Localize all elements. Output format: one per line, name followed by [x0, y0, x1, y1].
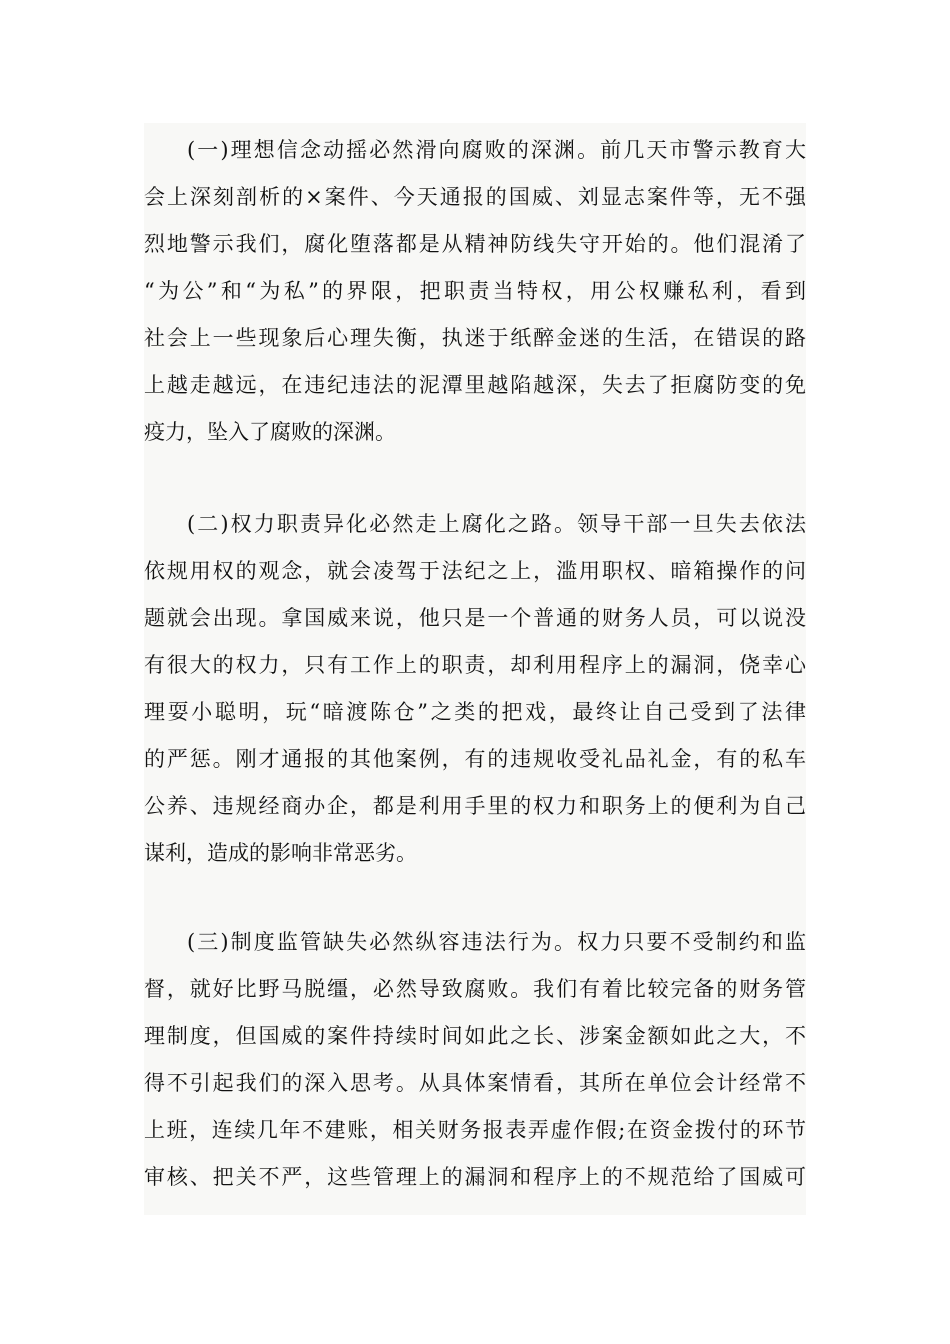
text-line: “为公”和“为私”的界限，把职责当特权，用公权赚私利，看到 [144, 279, 806, 303]
text-line: 依规用权的观念，就会凌驾于法纪之上，滥用职权、暗箱操作的问 [144, 559, 806, 583]
text-line: 得不引起我们的深入思考。从具体案情看，其所在单位会计经常不 [144, 1071, 806, 1095]
text-line: 督，就好比野马脱缰，必然导致腐败。我们有着比较完备的财务管 [144, 977, 806, 1001]
text-line: 烈地警示我们，腐化堕落都是从精神防线失守开始的。他们混淆了 [144, 232, 806, 256]
text-line: 审核、把关不严，这些管理上的漏洞和程序上的不规范给了国威可 [144, 1165, 806, 1189]
paragraph-oversight-failure [144, 919, 806, 1201]
text-line: 理耍小聪明，玩“暗渡陈仓”之类的把戏，最终让自己受到了法律 [144, 700, 806, 724]
text-line: 谋利，造成的影响非常恶劣。 [144, 841, 417, 865]
text-line: 有很大的权力，只有工作上的职责，却利用程序上的漏洞，侥幸心 [144, 653, 806, 677]
document-page-body [144, 123, 806, 1215]
text-line: 上班，连续几年不建账，相关财务报表弄虚作假;在资金拨付的环节 [144, 1118, 806, 1142]
text-line: 疫力，坠入了腐败的深渊。 [144, 420, 396, 444]
text-line: 上越走越远，在违纪违法的泥潭里越陷越深，失去了拒腐防变的免 [144, 373, 806, 397]
text-line: 公养、违规经商办企，都是利用手里的权力和职务上的便利为自己 [144, 794, 806, 818]
text-line: (一)理想信念动摇必然滑向腐败的深渊。前几天市警示教育大 [187, 138, 806, 162]
text-line: (二)权力职责异化必然走上腐化之路。领导干部一旦失去依法 [187, 512, 806, 536]
paragraph-ideals-and-beliefs [144, 127, 806, 456]
text-line: 社会上一些现象后心理失衡，执迷于纸醉金迷的生活，在错误的路 [144, 326, 806, 350]
text-line: 会上深刻剖析的×案件、今天通报的国威、刘显志案件等，无不强 [144, 185, 806, 209]
text-line: 理制度，但国威的案件持续时间如此之长、涉案金额如此之大，不 [144, 1024, 806, 1048]
text-line: 的严惩。刚才通报的其他案例，有的违规收受礼品礼金，有的私车 [144, 747, 806, 771]
text-line: 题就会出现。拿国威来说，他只是一个普通的财务人员，可以说没 [144, 606, 806, 630]
text-line: (三)制度监管缺失必然纵容违法行为。权力只要不受制约和监 [187, 930, 806, 954]
paragraph-power-and-duty [144, 501, 806, 877]
